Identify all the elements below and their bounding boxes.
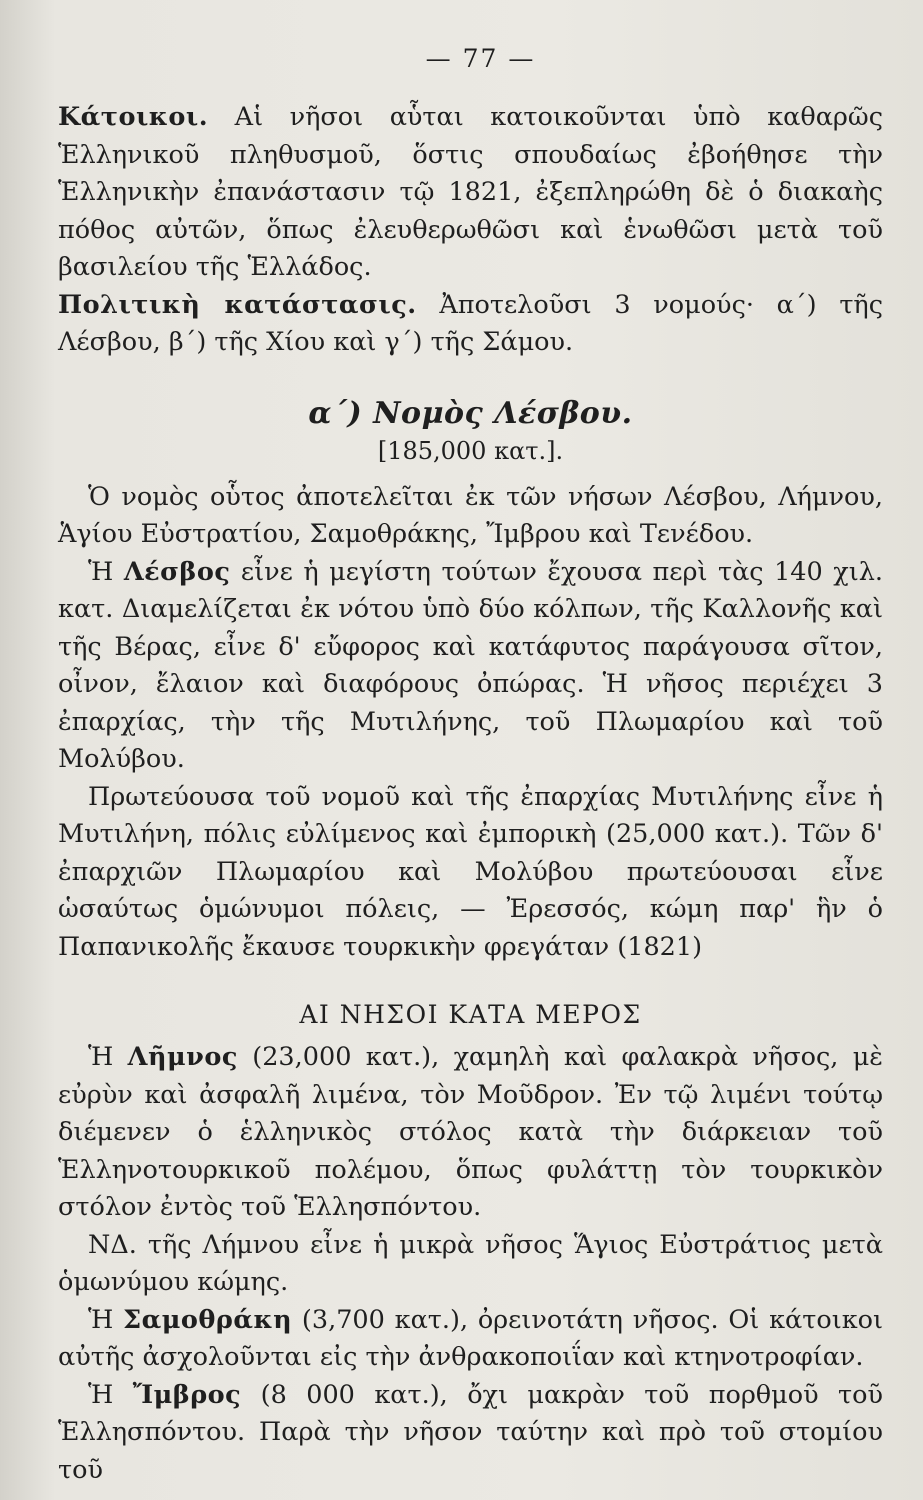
paragraph-lead: Κάτοικοι. xyxy=(58,102,209,132)
paragraph-text: Πρωτεύουσα τοῦ νομοῦ καὶ τῆς ἐπαρχίας Μυτιλήνης εἶνε ἡ Μυτιλήνη, πόλις εὐλίμενος καὶ ἐμπορικὴ (25,000 κατ.). Τῶν δ' ἐπαρχιῶν Πλωμαρίου καὶ Μολύβου πρωτεύουσαι εἶνε ὡσαύτως ὁμώνυμοι πόλεις, — Ἐρεσσός, κώμη παρ' ἣν ὁ Παπανικολῆς ἔκαυσε τουρκικὴν φρεγάταν (1821) xyxy=(58,781,883,962)
paragraph-text: (23,000 κατ.), χαμηλὴ καὶ φαλακρὰ νῆσος, μὲ εὐρὺν καὶ ἀσφαλῆ λιμένα, τὸν Μοῦδρον. Ἐν τῷ λιμένι τούτῳ διέμενεν ὁ ἑλληνικὸς στόλος κατὰ τὴν διάρκειαν τοῦ Ἑλληνοτουρκικοῦ πολέμου, ὅπως φυλάττῃ τὸν τουρκικὸν στόλον ἐντὸς τοῦ Ἑλλησπόντου. xyxy=(58,1042,883,1222)
paragraph-text: Αἱ νῆσοι αὗται κατοικοῦνται ὑπὸ καθαρῶς Ἑλληνικοῦ πληθυσμοῦ, ὅστις σπουδαίως ἐβοήθησε τὴν Ἑλληνικὴν ἐπανάστασιν τῷ 1821, ἐξεπληρώθη δὲ ὁ διακαὴς πόθος αὐτῶν, ὅπως ἐλευθερωθῶσι καὶ ἑνωθῶσι μετὰ τοῦ βασιλείου τῆς Ἑλλάδος. xyxy=(58,102,883,282)
section-heading: ΑΙ ΝΗΣΟΙ ΚΑΤΑ ΜΕΡΟΣ xyxy=(299,1000,642,1029)
paragraph-limnos xyxy=(58,1039,883,1227)
paragraph-text: Ἀποτελοῦσι 3 νομούς· α΄) τῆς Λέσβου, β΄) τῆς Χίου καὶ γ΄) τῆς Σάμου. xyxy=(58,289,883,357)
paragraph-lead: Λέσβος xyxy=(123,556,231,587)
paragraph-text: (8 000 κατ.), ὄχι μακρὰν τοῦ πορθμοῦ τοῦ Ἑλλησπόντου. Παρὰ τὴν νῆσον ταύτην καὶ πρὸ τοῦ στομίου τοῦ xyxy=(58,1379,883,1485)
paragraph-imvros xyxy=(58,1377,883,1490)
paragraph-text: Ὁ νομὸς οὗτος ἀποτελεῖται ἐκ τῶν νήσων Λέσβου, Λήμνου, Ἁγίου Εὐστρατίου, Σαμοθράκης, Ἴμβρου καὶ Τενέδου. xyxy=(58,481,883,549)
paragraph-lead-pre: Ἡ xyxy=(88,556,124,587)
paragraph-samothraki xyxy=(58,1302,883,1377)
paragraph-lead-pre: Ἡ xyxy=(88,1304,124,1335)
paragraph-capital xyxy=(58,779,883,967)
paragraph-nomos-islands xyxy=(58,479,883,554)
paragraph-lesvos xyxy=(58,554,883,779)
page-number: — 77 — xyxy=(425,44,536,73)
nomos-heading: α΄) Νομὸς Λέσβου. xyxy=(308,395,633,431)
paragraph-text: ΝΔ. τῆς Λήμνου εἶνε ἡ μικρὰ νῆσος Ἅγιος Εὐστράτιος μετὰ ὁμωνύμου κώμης. xyxy=(58,1229,883,1297)
paragraph-lead-pre: Ἡ xyxy=(88,1379,133,1410)
nomos-population: [185,000 κατ.]. xyxy=(377,436,564,465)
paragraph-agios-efstratios xyxy=(58,1227,883,1302)
paragraph-lead: Σαμοθράκη xyxy=(123,1304,293,1335)
paragraph-lead: Ἴμβρος xyxy=(132,1379,242,1410)
paragraph-political-status xyxy=(58,287,883,362)
paragraph-lead-pre: Ἡ xyxy=(88,1042,128,1072)
paragraph-inhabitants xyxy=(58,99,883,287)
paragraph-text: εἶνε ἡ μεγίστη τούτων ἔχουσα περὶ τὰς 140 χιλ. κατ. Διαμελίζεται ἐκ νότου ὑπὸ δύο κόλπων, τῆς Καλλονῆς καὶ τῆς Βέρας, εἶνε δ' εὔφορος καὶ κατάφυτος παράγουσα σῖτον, οἶνον, ἔλαιον καὶ διαφόρους ὀπώρας. Ἡ νῆσος περιέχει 3 ἐπαρχίας, τὴν τῆς Μυτιλήνης, τοῦ Πλωμαρίου καὶ τοῦ Μολύβου. xyxy=(58,556,883,774)
paragraph-lead: Πολιτικὴ κατάστασις. xyxy=(58,289,417,320)
paragraph-lead: Λῆμνος xyxy=(127,1042,238,1072)
paragraph-text: (3,700 κατ.), ὀρεινοτάτη νῆσος. Οἱ κάτοικοι αὐτῆς ἀσχολοῦνται εἰς τὴν ἀνθρακοποιΐαν καὶ κτηνοτροφίαν. xyxy=(58,1304,883,1372)
